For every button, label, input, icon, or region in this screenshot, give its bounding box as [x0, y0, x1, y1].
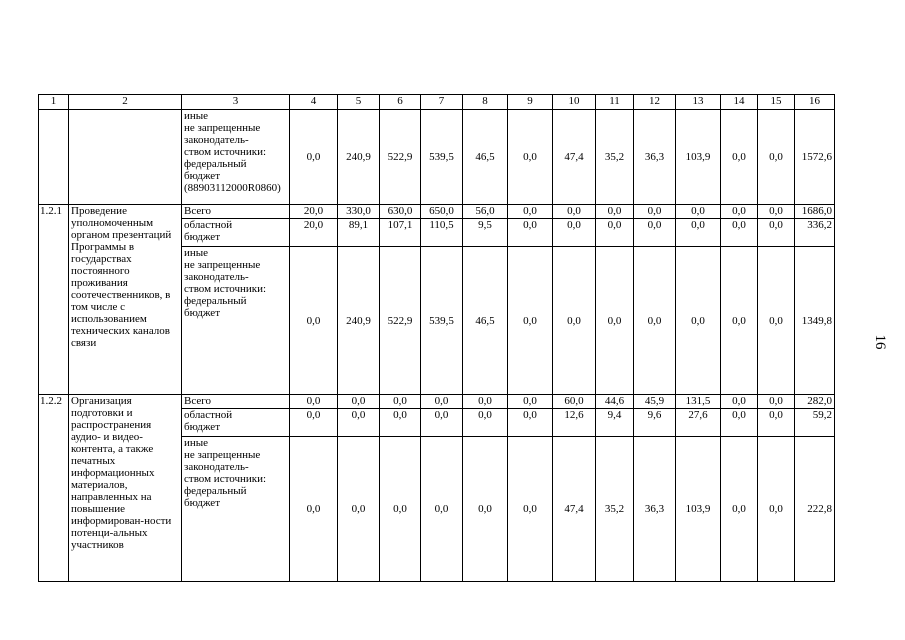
value-cell: 103,9: [676, 110, 721, 205]
column-number-header: 9: [508, 95, 553, 110]
value-cell: 0,0: [508, 395, 553, 409]
value-cell: 522,9: [380, 247, 421, 395]
item-name-cell: Проведение уполномоченным органом презентаций Программы в государствах постоянного проживания соотечественников, в том числе с использованием технических каналов связи: [69, 205, 182, 395]
value-cell: 12,6: [553, 409, 596, 437]
item-code-cell: [39, 110, 69, 205]
value-cell: 107,1: [380, 219, 421, 247]
value-cell: 45,9: [634, 395, 676, 409]
value-cell: 35,2: [596, 110, 634, 205]
value-cell: 336,2: [795, 219, 835, 247]
value-cell: 630,0: [380, 205, 421, 219]
value-cell: 0,0: [508, 409, 553, 437]
column-number-header: 8: [463, 95, 508, 110]
value-cell: 0,0: [676, 205, 721, 219]
value-cell: 0,0: [338, 409, 380, 437]
value-cell: 9,6: [634, 409, 676, 437]
value-cell: 0,0: [421, 409, 463, 437]
value-cell: 0,0: [338, 395, 380, 409]
value-cell: 0,0: [508, 219, 553, 247]
funding-source-cell: иные не запрещенные законодатель- ством источники: федеральный бюджет: [182, 437, 290, 582]
value-cell: 0,0: [508, 437, 553, 582]
value-cell: 0,0: [380, 409, 421, 437]
column-number-header: 6: [380, 95, 421, 110]
value-cell: 0,0: [290, 110, 338, 205]
funding-source-cell: иные не запрещенные законодатель- ством источники: федеральный бюджет: [182, 247, 290, 395]
value-cell: 89,1: [338, 219, 380, 247]
value-cell: 0,0: [553, 247, 596, 395]
table-row: [39, 395, 835, 409]
value-cell: 0,0: [596, 219, 634, 247]
value-cell: 0,0: [463, 395, 508, 409]
value-cell: 0,0: [721, 395, 758, 409]
value-cell: 0,0: [758, 110, 795, 205]
column-number-header: 4: [290, 95, 338, 110]
value-cell: 103,9: [676, 437, 721, 582]
value-cell: 0,0: [463, 437, 508, 582]
value-cell: 0,0: [721, 110, 758, 205]
column-number-header: 11: [596, 95, 634, 110]
value-cell: 0,0: [758, 395, 795, 409]
value-cell: 0,0: [421, 395, 463, 409]
header-row: [39, 95, 835, 110]
column-number-header: 10: [553, 95, 596, 110]
value-cell: 9,5: [463, 219, 508, 247]
value-cell: 35,2: [596, 437, 634, 582]
value-cell: 0,0: [721, 247, 758, 395]
value-cell: 44,6: [596, 395, 634, 409]
value-cell: 0,0: [758, 409, 795, 437]
value-cell: 0,0: [758, 437, 795, 582]
table-row: [39, 205, 835, 219]
value-cell: 46,5: [463, 247, 508, 395]
value-cell: 47,4: [553, 437, 596, 582]
column-number-header: 15: [758, 95, 795, 110]
table-body: [39, 95, 835, 582]
value-cell: 20,0: [290, 219, 338, 247]
value-cell: 0,0: [721, 205, 758, 219]
value-cell: 20,0: [290, 205, 338, 219]
item-name-cell: [69, 110, 182, 205]
item-name-cell: Организация подготовки и распространения аудио- и видео-контента, а также печатных информационных материалов, направленных на повышение информирован-ности потенци-альных участников: [69, 395, 182, 582]
value-cell: 539,5: [421, 247, 463, 395]
value-cell: 650,0: [421, 205, 463, 219]
value-cell: 0,0: [421, 437, 463, 582]
value-cell: 0,0: [553, 205, 596, 219]
value-cell: 240,9: [338, 247, 380, 395]
value-cell: 60,0: [553, 395, 596, 409]
value-cell: 0,0: [508, 110, 553, 205]
column-number-header: 14: [721, 95, 758, 110]
column-number-header: 16: [795, 95, 835, 110]
funding-table: [38, 94, 835, 582]
funding-source-cell: областной бюджет: [182, 219, 290, 247]
column-number-header: 12: [634, 95, 676, 110]
value-cell: 36,3: [634, 437, 676, 582]
value-cell: 1686,0: [795, 205, 835, 219]
column-number-header: 1: [39, 95, 69, 110]
value-cell: 0,0: [290, 409, 338, 437]
funding-source-cell: Всего: [182, 395, 290, 409]
value-cell: 330,0: [338, 205, 380, 219]
value-cell: 0,0: [553, 219, 596, 247]
value-cell: 36,3: [634, 110, 676, 205]
funding-source-cell: иные не запрещенные законодатель- ством источники: федеральный бюджет (88903112000R0860): [182, 110, 290, 205]
value-cell: 27,6: [676, 409, 721, 437]
value-cell: 47,4: [553, 110, 596, 205]
column-number-header: 3: [182, 95, 290, 110]
column-number-header: 13: [676, 95, 721, 110]
column-number-header: 5: [338, 95, 380, 110]
value-cell: 222,8: [795, 437, 835, 582]
value-cell: 282,0: [795, 395, 835, 409]
value-cell: 539,5: [421, 110, 463, 205]
column-number-header: 2: [69, 95, 182, 110]
item-code-cell: 1.2.1: [39, 205, 69, 395]
value-cell: 0,0: [721, 219, 758, 247]
value-cell: 0,0: [676, 247, 721, 395]
value-cell: 0,0: [508, 247, 553, 395]
value-cell: 0,0: [380, 437, 421, 582]
value-cell: 0,0: [380, 395, 421, 409]
page-number: 16: [872, 334, 889, 350]
value-cell: 0,0: [508, 205, 553, 219]
value-cell: 0,0: [290, 247, 338, 395]
value-cell: 0,0: [290, 437, 338, 582]
value-cell: 0,0: [721, 437, 758, 582]
continuation-row: [39, 110, 835, 205]
value-cell: 0,0: [758, 205, 795, 219]
value-cell: 0,0: [290, 395, 338, 409]
value-cell: 0,0: [596, 247, 634, 395]
value-cell: 0,0: [634, 247, 676, 395]
value-cell: 0,0: [634, 205, 676, 219]
value-cell: 240,9: [338, 110, 380, 205]
value-cell: 0,0: [634, 219, 676, 247]
value-cell: 0,0: [721, 409, 758, 437]
value-cell: 1349,8: [795, 247, 835, 395]
value-cell: 0,0: [338, 437, 380, 582]
value-cell: 522,9: [380, 110, 421, 205]
column-number-header: 7: [421, 95, 463, 110]
value-cell: 56,0: [463, 205, 508, 219]
value-cell: 59,2: [795, 409, 835, 437]
item-code-cell: 1.2.2: [39, 395, 69, 582]
value-cell: 0,0: [463, 409, 508, 437]
value-cell: 0,0: [596, 205, 634, 219]
value-cell: 1572,6: [795, 110, 835, 205]
value-cell: 9,4: [596, 409, 634, 437]
funding-source-cell: Всего: [182, 205, 290, 219]
value-cell: 0,0: [758, 247, 795, 395]
value-cell: 0,0: [758, 219, 795, 247]
value-cell: 0,0: [676, 219, 721, 247]
funding-source-cell: областной бюджет: [182, 409, 290, 437]
value-cell: 46,5: [463, 110, 508, 205]
value-cell: 110,5: [421, 219, 463, 247]
value-cell: 131,5: [676, 395, 721, 409]
